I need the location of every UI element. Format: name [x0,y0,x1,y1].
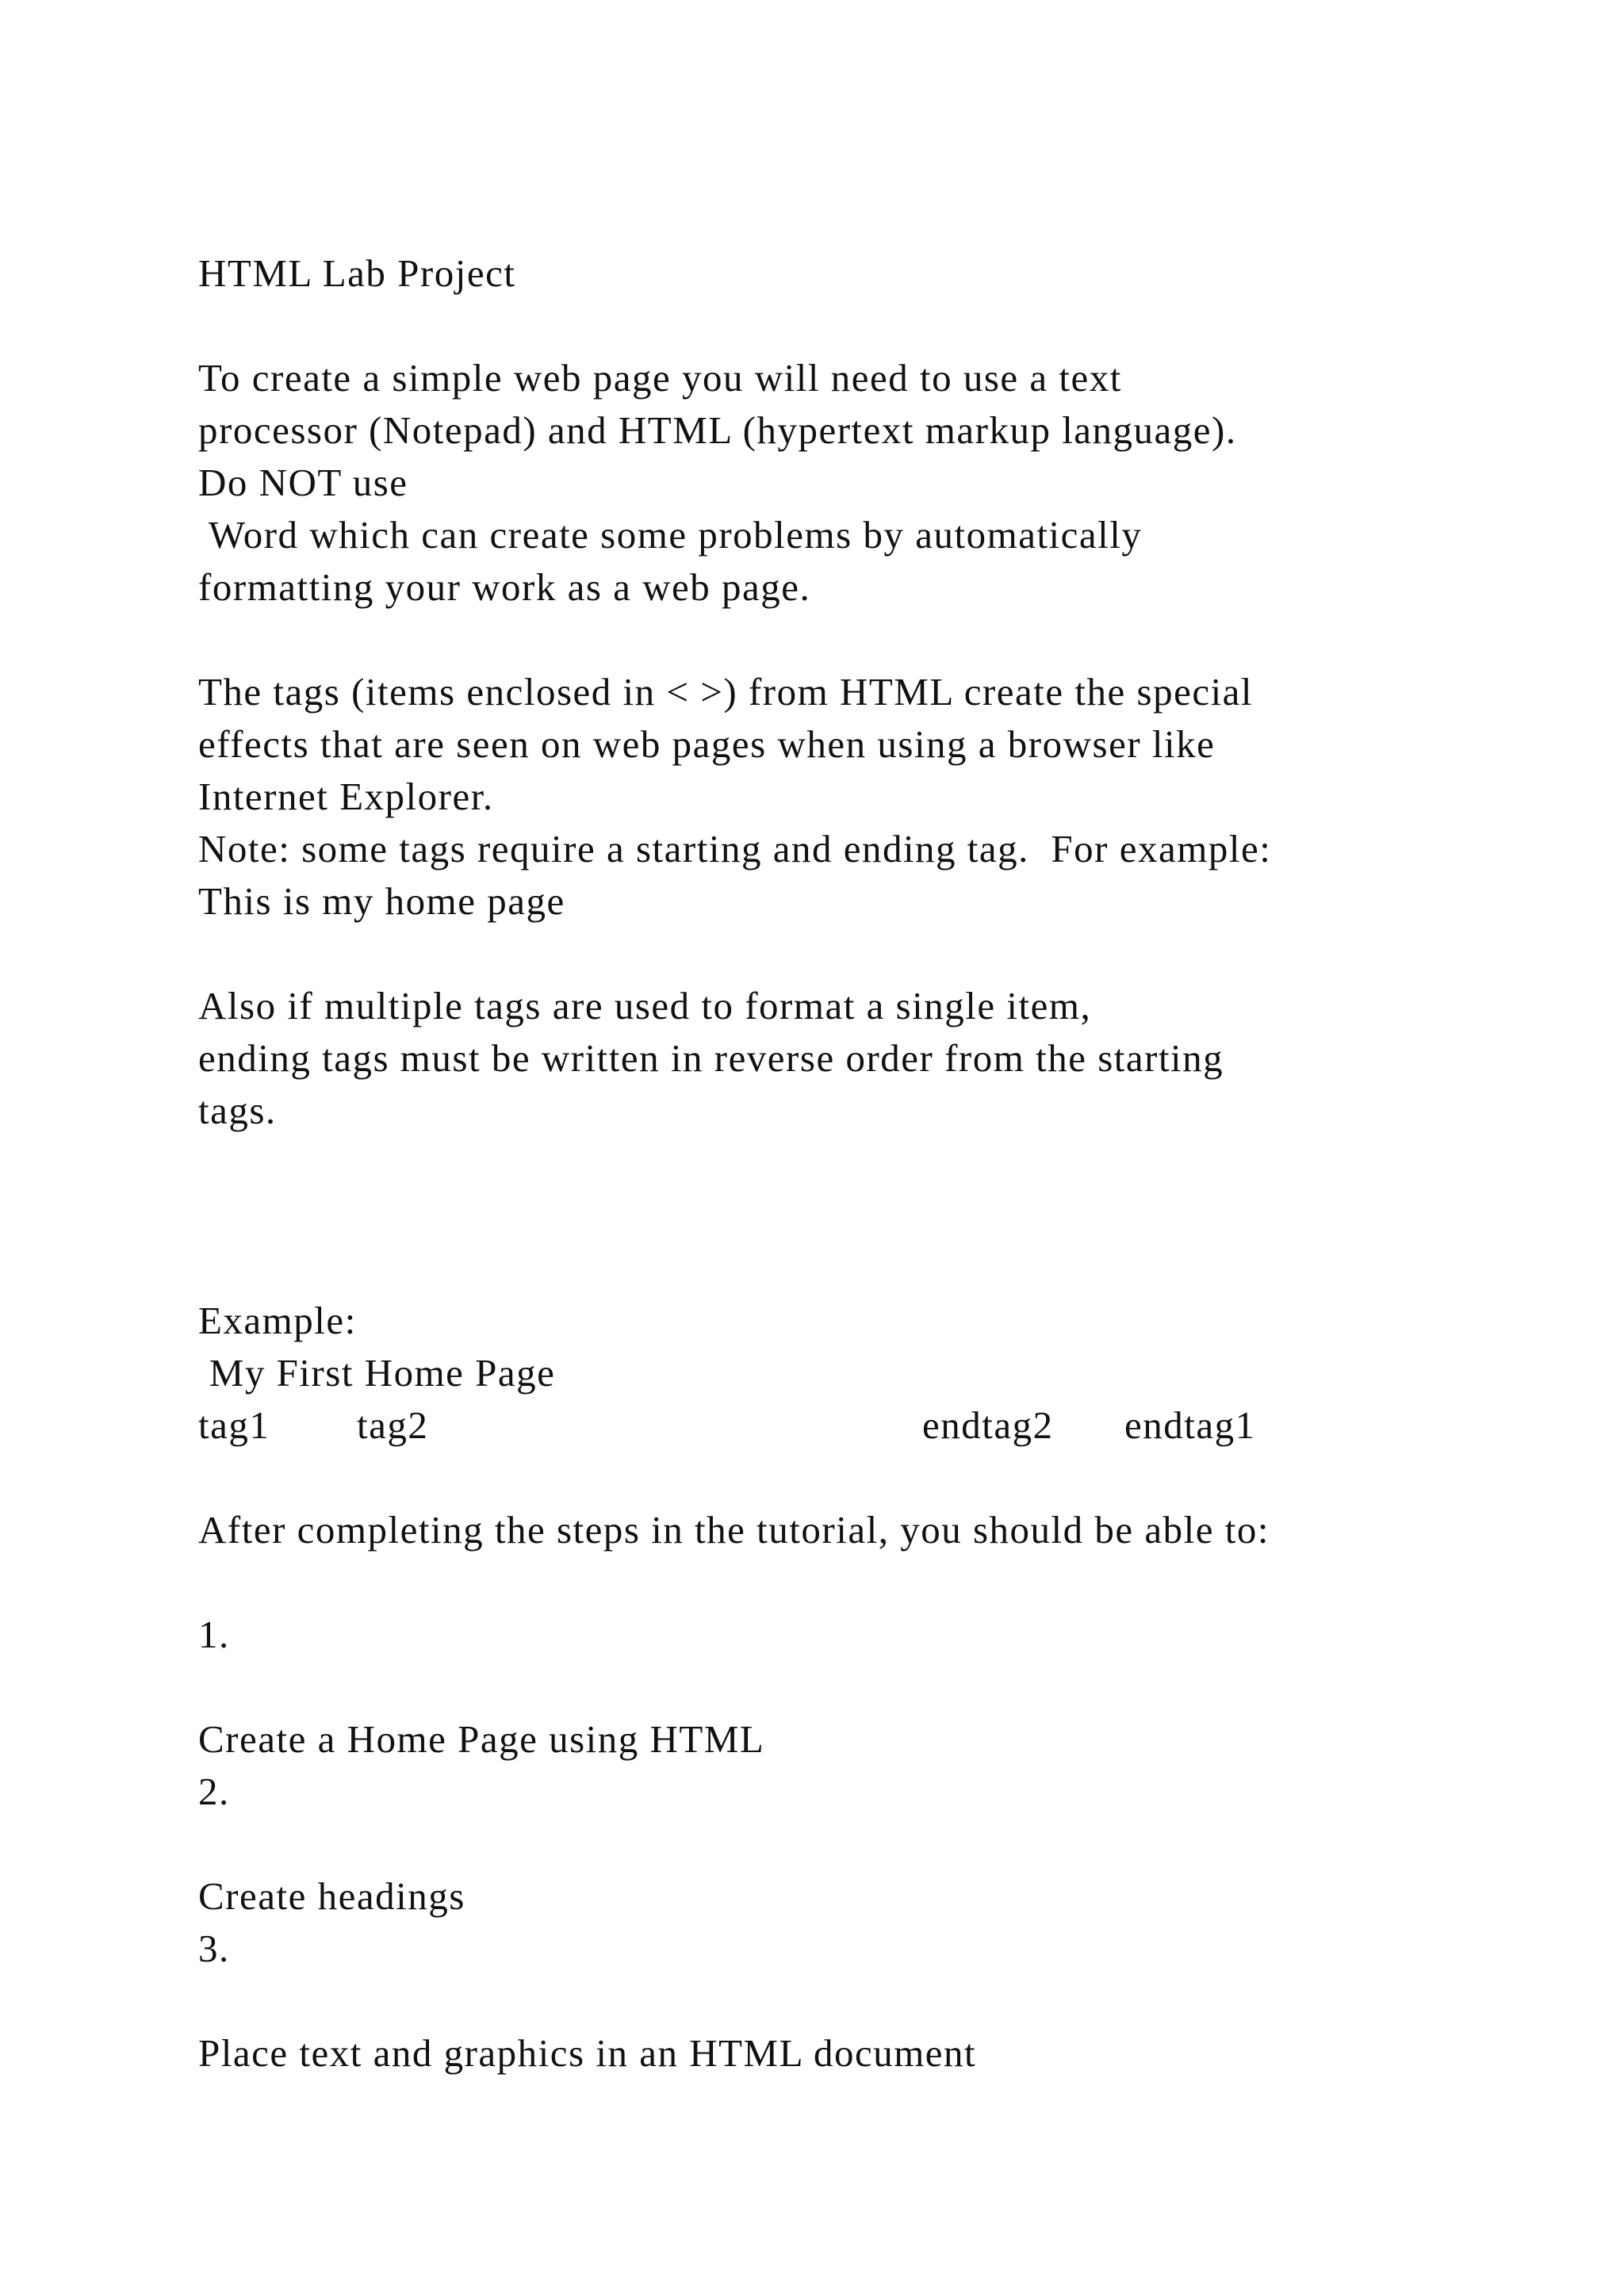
tags-line-5: This is my home page [198,879,565,923]
tags-line-2: effects that are seen on web pages when using a browser like [198,722,1216,766]
objective-number-1: 1. [198,1613,230,1656]
example-endtag1: endtag1 [1124,1403,1256,1447]
tags-line-4: Note: some tags require a starting and ending tag. For example: [198,827,1272,871]
example-tag1: tag1 [198,1403,270,1447]
intro-line-3: Do NOT use [198,461,408,504]
order-line-2: ending tags must be written in reverse order from the starting [198,1036,1224,1080]
intro-line-1: To create a simple web page you will need to use a text [198,356,1122,400]
order-line-1: Also if multiple tags are used to format a single item, [198,984,1092,1027]
example-tag2: tag2 [357,1403,429,1447]
document-title: HTML Lab Project [198,251,516,295]
tags-line-1: The tags (items enclosed in < >) from HTML create the special [198,670,1254,714]
objective-text-2: Create headings [198,1874,465,1918]
objective-text-3: Place text and graphics in an HTML document [198,2031,977,2075]
example-endtag2: endtag2 [922,1403,1054,1447]
example-label: Example: [198,1299,357,1342]
objective-text-1: Create a Home Page using HTML [198,1717,765,1761]
objective-number-2: 2. [198,1770,230,1813]
intro-line-4: Word which can create some problems by automatically [198,513,1143,557]
objectives-intro: After completing the steps in the tutorial, you should be able to: [198,1508,1270,1552]
intro-line-2: processor (Notepad) and HTML (hypertext markup language). [198,408,1237,452]
objective-number-3: 3. [198,1927,230,1970]
tags-line-3: Internet Explorer. [198,775,494,818]
order-line-3: tags. [198,1089,277,1132]
example-text: My First Home Page [198,1351,556,1395]
intro-line-5: formatting your work as a web page. [198,565,811,609]
